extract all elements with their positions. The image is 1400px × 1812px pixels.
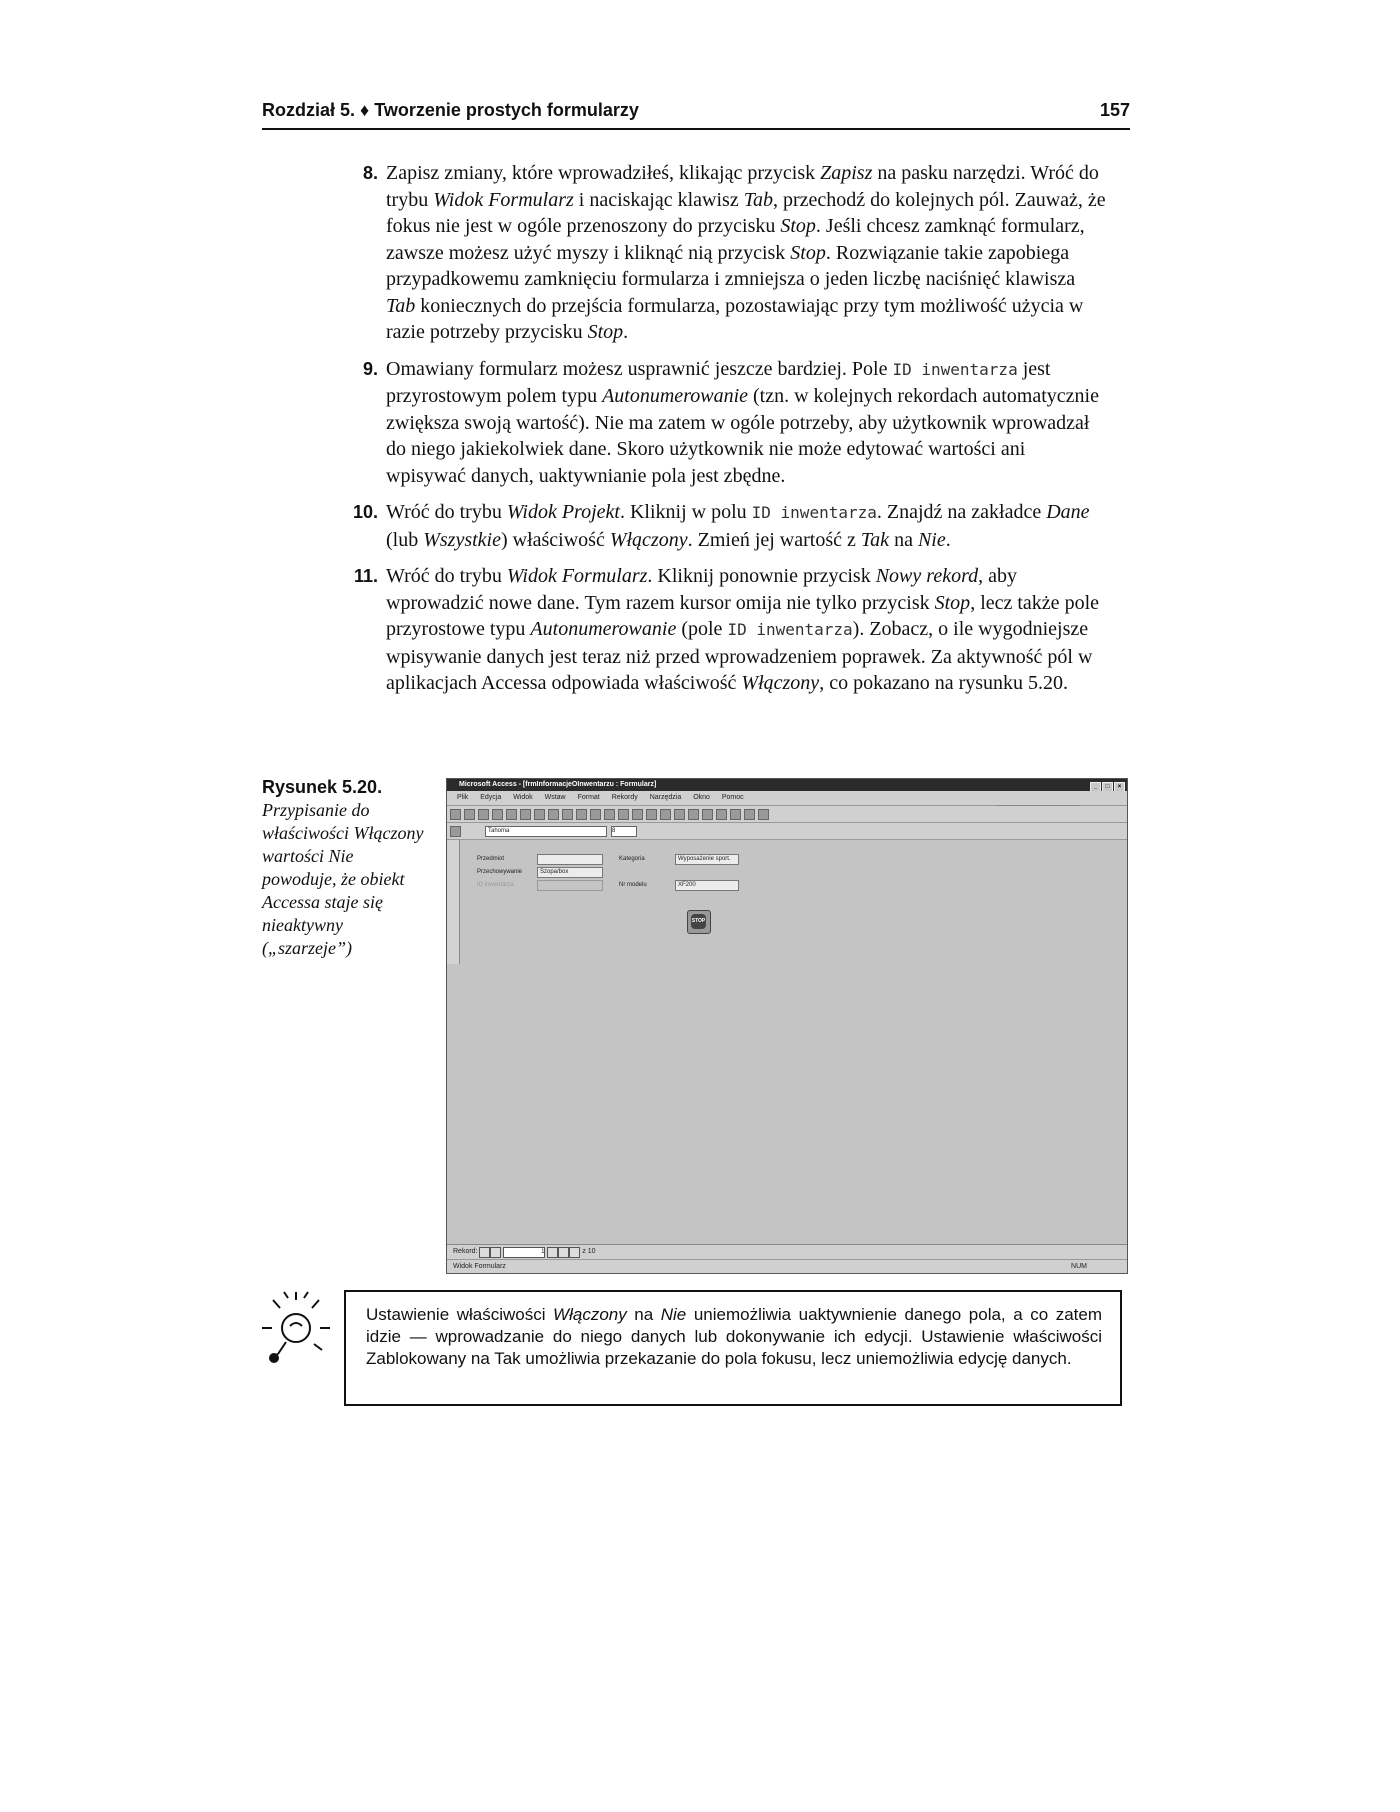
view-icon[interactable] — [450, 809, 461, 820]
record-navigation — [447, 1244, 1127, 1259]
text-run: , co pokazano na rysunku 5.20. — [819, 672, 1069, 694]
text-run: (tzn. w kolejnych rekordach automatycznie zwiększa swoją wartość). Nie ma zatem w ogóle potrzeby, aby użytkownik wprowadzał do niego jakiekolwiek dane. Skoro użytkownik nie może edytować wartości ani wpisywać danych, uaktywnianie pola jest zbędne. — [386, 385, 1099, 487]
menu-narzedzia[interactable]: Narzędzia — [649, 794, 682, 801]
text-run: koniecznych do przejścia formularza, pozostawiając przy tym możliwość użycia w razie potrzeby przycisku — [386, 294, 1084, 343]
italic-term: Autonumerowanie — [530, 618, 677, 640]
menu-plik[interactable]: Plik — [457, 794, 469, 801]
delete-record-icon[interactable] — [702, 809, 713, 820]
menu-rekordy[interactable]: Rekordy — [611, 794, 638, 801]
step-number: 9. — [362, 358, 378, 379]
menu-pomoc[interactable]: Pomoc — [721, 794, 744, 801]
running-header — [262, 98, 1130, 130]
text-run: Ustawienie właściwości — [366, 1305, 554, 1324]
text-run: na — [626, 1305, 661, 1324]
prev-record-icon[interactable] — [490, 1247, 501, 1258]
italic-term: Stop — [790, 241, 826, 264]
figure-caption — [262, 776, 432, 960]
text-run: ) właściwość — [500, 528, 610, 551]
status-bar — [447, 1259, 1127, 1274]
font-size-select[interactable]: 8 — [611, 826, 637, 837]
filter-form-icon[interactable] — [646, 809, 657, 820]
italic-term: Dane — [1046, 501, 1090, 523]
copy-icon[interactable] — [548, 809, 559, 820]
chapter-title: Rozdział 5. ♦ Tworzenie prostych formularzy — [262, 100, 639, 120]
label-przechowywanie: Przechowywanie — [477, 869, 523, 875]
menu-edycja[interactable]: Edycja — [480, 794, 502, 801]
first-record-icon[interactable] — [479, 1247, 490, 1258]
text-run: Wróć do trybu — [386, 501, 507, 523]
przedmiot-field[interactable] — [537, 854, 603, 865]
standard-toolbar — [447, 806, 1127, 823]
steps-list — [340, 160, 1108, 707]
stop-icon: STOP — [691, 914, 706, 929]
figure-description: Przypisanie do właściwości Włączony wartości Nie powoduje, że obiekt Accessa staje się nieaktywny („szarzeje”) — [262, 800, 424, 958]
label-kategoria: Kategoria — [619, 856, 645, 862]
access-screenshot — [446, 778, 1128, 1274]
step-number: 11. — [353, 566, 378, 586]
step-text — [386, 356, 1108, 490]
menu-format[interactable]: Format — [577, 794, 600, 801]
stop-button[interactable] — [687, 910, 711, 934]
step-text — [386, 563, 1108, 697]
text-run: . — [945, 528, 951, 551]
text-run: jest przyrostowym polem typu — [386, 357, 1051, 407]
form-area — [447, 840, 1127, 1244]
text-run: Zapisz zmiany, które wprowadziłeś, klikając przycisk — [386, 162, 821, 184]
id-inwentarza-field — [537, 880, 603, 891]
text-run: ). Zobacz, o ile wygodniejsze wpisywanie danych jest teraz niż przed wprowadzeniem poprawek. Za aktywność pól w aplikacjach Accessa odpowiada właściwość — [386, 618, 1093, 694]
przechowywanie-field[interactable]: Szopa/box — [537, 867, 603, 878]
text-run: (lub — [386, 528, 424, 551]
italic-term: Włączony — [609, 528, 688, 551]
nav-label: Rekord: — [453, 1248, 478, 1255]
text-run: , lecz także pole przyrostowe typu — [386, 591, 1099, 640]
preview-icon[interactable] — [506, 809, 517, 820]
record-total: z 10 — [582, 1248, 596, 1255]
text-run: . Zmień jej wartość z — [687, 528, 861, 551]
text-run: , aby wprowadzić nowe dane. Tym razem kursor omija nie tylko przycisk — [386, 565, 1018, 614]
sort-desc-icon[interactable] — [618, 809, 629, 820]
hyperlink-icon[interactable] — [590, 809, 601, 820]
italic-term: Widok Formularz — [433, 188, 574, 211]
italic-term: Włączony — [741, 672, 820, 694]
field-name: ID inwentarza — [727, 620, 853, 639]
minimize-icon[interactable]: _ — [1090, 782, 1101, 792]
search-icon[interactable] — [478, 809, 489, 820]
italic-term: Widok Projekt — [506, 501, 620, 523]
paste-icon[interactable] — [562, 809, 573, 820]
close-icon[interactable]: × — [1114, 782, 1125, 792]
window-titlebar — [447, 779, 1127, 791]
maximize-icon[interactable]: □ — [1102, 782, 1113, 792]
record-number-input[interactable]: 1 — [503, 1247, 545, 1258]
object-select-icon[interactable] — [450, 826, 461, 837]
new-record-nav-icon[interactable] — [569, 1247, 580, 1258]
filter-icon[interactable] — [632, 809, 643, 820]
new-object-icon[interactable] — [744, 809, 755, 820]
menu-okno[interactable]: Okno — [693, 794, 710, 801]
italic-term: Widok Formularz — [506, 565, 648, 587]
nr-modelu-field[interactable]: XF200 — [675, 880, 739, 891]
text-run: na pasku narzędzi. Wróć do trybu — [386, 162, 1099, 211]
menu-bar — [447, 791, 1127, 806]
text-run: . Jeśli chcesz zamknąć formularz, zawsze możesz użyć myszy i kliknąć nią przycisk — [386, 215, 1085, 264]
undo-icon[interactable] — [576, 809, 587, 820]
step-10 — [340, 499, 1108, 553]
label-nr-modelu: Nr modelu — [619, 882, 647, 888]
italic-term: Tab — [386, 294, 416, 317]
new-record-icon[interactable] — [688, 809, 699, 820]
step-8 — [340, 160, 1108, 346]
next-record-icon[interactable] — [547, 1247, 558, 1258]
label-id-inwentarza: ID inwentarza — [477, 882, 514, 888]
cut-icon[interactable] — [534, 809, 545, 820]
text-run: . Rozwiązanie takie zapobiega przypadkowemu zamknięciu formularza i zmniejsza o jeden liczbę naciśnięć klawisza — [386, 241, 1076, 290]
step-text — [386, 499, 1108, 553]
text-run: . — [623, 321, 629, 343]
save-icon[interactable] — [464, 809, 475, 820]
italic-term: Wszystkie — [423, 528, 501, 551]
find-icon[interactable] — [674, 809, 685, 820]
italic-term: Nowy rekord — [875, 565, 979, 587]
italic-term: Stop — [934, 591, 971, 614]
field-name: ID inwentarza — [751, 503, 877, 522]
text-run: na — [889, 528, 918, 551]
font-name-select[interactable]: Tahoma — [485, 826, 607, 837]
formatting-toolbar — [447, 823, 1127, 840]
italic-term: Włączony — [553, 1305, 627, 1324]
text-run: . Kliknij w polu — [619, 501, 752, 523]
italic-term: Nie — [660, 1305, 687, 1324]
text-run: Wróć do trybu — [386, 565, 507, 587]
last-record-icon[interactable] — [558, 1247, 569, 1258]
italic-term: Autonumerowanie — [602, 385, 749, 407]
text-run: . Znajdź na zakładce — [876, 501, 1047, 523]
step-11 — [340, 563, 1108, 697]
sort-asc-icon[interactable] — [604, 809, 615, 820]
italic-term: Tak — [860, 528, 890, 551]
menu-wstaw[interactable]: Wstaw — [544, 794, 566, 801]
step-9 — [340, 356, 1108, 490]
spelling-icon[interactable] — [520, 809, 531, 820]
italic-term: Stop — [587, 321, 624, 343]
status-view: Widok Formularz — [453, 1263, 506, 1270]
text-run: Omawiany formularz możesz usprawnić jeszcze bardziej. Pole — [386, 357, 893, 380]
kategoria-field[interactable]: Wyposażenie sport. — [675, 854, 739, 865]
label-przedmiot: Przedmiot — [477, 856, 505, 862]
apply-filter-icon[interactable] — [660, 809, 671, 820]
menu-widok[interactable]: Widok — [513, 794, 533, 801]
page-number: 157 — [1099, 100, 1130, 120]
text-run: . Kliknij ponownie przycisk — [647, 565, 876, 587]
step-text — [386, 160, 1108, 346]
step-number: 10. — [352, 502, 378, 522]
help-icon[interactable] — [758, 809, 769, 820]
italic-term: Zapisz — [820, 162, 873, 184]
text-run: i naciskając klawisz — [573, 188, 744, 211]
step-number: 8. — [362, 163, 378, 183]
lightbulb-tip-icon — [256, 1290, 336, 1370]
database-icon[interactable] — [730, 809, 741, 820]
italic-term: Nie — [917, 528, 946, 551]
window-title: Microsoft Access - [frmInformacjeOInwentarzu : Formularz] — [459, 781, 657, 788]
field-name: ID inwentarza — [892, 359, 1018, 379]
record-selector[interactable] — [447, 840, 460, 964]
text-run: , przechodź do kolejnych pól. Zauważ, że fokus nie jest w ogóle przenoszony do przycisku — [386, 188, 1106, 237]
text-run: uniemożliwia uaktywnienie danego pola, a co zatem idzie — wprowadzanie do niego danych lub dokonywanie ich edycji. Ustawienie właściwości Zablokowany na Tak umożliwia przekazanie do pola fokusu, lecz uniemożliwia edycję danych. — [366, 1305, 1102, 1368]
print-icon[interactable] — [492, 809, 503, 820]
status-num: NUM — [1071, 1263, 1087, 1270]
figure-title: Rysunek 5.20. — [262, 777, 383, 797]
tip-box — [344, 1290, 1122, 1406]
text-run: (pole — [676, 618, 728, 640]
properties-icon[interactable] — [716, 809, 727, 820]
italic-term: Tab — [743, 188, 774, 211]
italic-term: Stop — [780, 215, 816, 237]
